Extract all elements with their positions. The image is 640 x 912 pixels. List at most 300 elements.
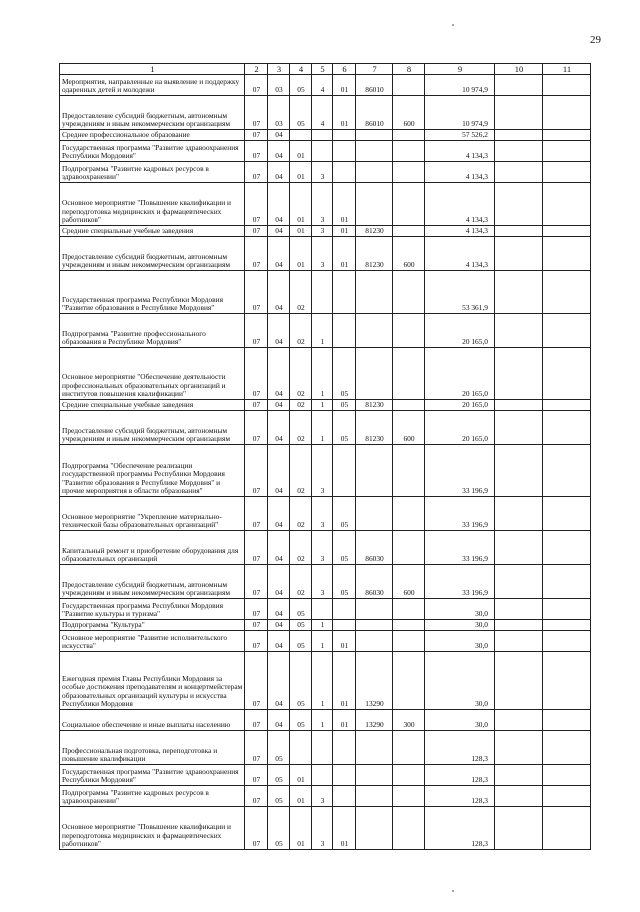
table-cell: 600 — [393, 565, 425, 599]
table-cell — [333, 445, 356, 497]
table-cell: 04 — [268, 237, 290, 271]
table-cell: 07 — [245, 314, 268, 348]
table-cell — [495, 400, 543, 411]
table-cell: 01 — [290, 141, 312, 162]
table-cell — [495, 183, 543, 226]
table-cell — [543, 183, 591, 226]
table-cell: Подпрограмма "Развитие кадровых ресурсов в здравоохранении" — [60, 786, 245, 807]
table-cell: 04 — [268, 497, 290, 531]
table-row — [60, 96, 591, 130]
table-cell: 33 196,9 — [425, 531, 495, 565]
table-cell: 07 — [245, 141, 268, 162]
table-cell — [312, 141, 333, 162]
table-cell: 10 974,9 — [425, 75, 495, 96]
table-cell: Основное мероприятие "Развитие исполнительского искусства" — [60, 631, 245, 652]
table-cell: 4 134,3 — [425, 162, 495, 183]
table-cell: 1 — [312, 411, 333, 445]
table-cell — [333, 130, 356, 141]
table-cell: Основное мероприятие "Повышение квалификации и переподготовка медицинских и фармацевтических работников" — [60, 807, 245, 850]
table-cell — [543, 531, 591, 565]
table-cell: 04 — [268, 271, 290, 314]
table-row — [60, 130, 591, 141]
table-cell: 04 — [268, 183, 290, 226]
table-cell — [495, 411, 543, 445]
table-cell: 05 — [290, 710, 312, 731]
table-row — [60, 348, 591, 400]
table-cell: 05 — [333, 411, 356, 445]
table-cell: 05 — [333, 497, 356, 531]
table-row — [60, 599, 591, 620]
table-cell — [312, 599, 333, 620]
table-cell — [333, 599, 356, 620]
table-cell — [543, 226, 591, 237]
table-cell: 13290 — [356, 710, 393, 731]
table-cell: 3 — [312, 807, 333, 850]
table-cell — [356, 348, 393, 400]
table-cell — [393, 162, 425, 183]
table-cell — [543, 348, 591, 400]
table-cell: 1 — [312, 620, 333, 631]
table-cell: 4 134,3 — [425, 141, 495, 162]
table-cell: 07 — [245, 631, 268, 652]
table-cell: 30,0 — [425, 620, 495, 631]
table-cell: 07 — [245, 130, 268, 141]
table-cell — [495, 807, 543, 850]
table-cell: 07 — [245, 565, 268, 599]
table-cell: 1 — [312, 314, 333, 348]
table-cell: 01 — [290, 807, 312, 850]
table-cell — [543, 710, 591, 731]
table-cell — [393, 75, 425, 96]
table-cell: 07 — [245, 497, 268, 531]
table-cell: 01 — [290, 183, 312, 226]
table-cell: 128,3 — [425, 765, 495, 786]
table-cell — [333, 620, 356, 631]
table-cell: 07 — [245, 75, 268, 96]
table-cell: 3 — [312, 786, 333, 807]
table-cell: 05 — [268, 786, 290, 807]
table-row — [60, 620, 591, 631]
table-row — [60, 75, 591, 96]
table-cell — [543, 565, 591, 599]
table-cell: 04 — [268, 710, 290, 731]
table-cell — [495, 314, 543, 348]
table-cell: Предоставление субсидий бюджетным, автономным учреждениям и иным некоммерческим организациям — [60, 96, 245, 130]
column-header: 3 — [268, 64, 290, 75]
table-cell: 30,0 — [425, 631, 495, 652]
table-cell — [393, 141, 425, 162]
table-cell — [333, 141, 356, 162]
table-cell — [495, 565, 543, 599]
table-cell — [543, 411, 591, 445]
table-cell: 81230 — [356, 226, 393, 237]
table-cell: 05 — [268, 731, 290, 765]
table-cell: 01 — [290, 237, 312, 271]
table-cell: 03 — [268, 75, 290, 96]
table-cell: Профессиональная подготовка, переподготовка и повышение квалификации — [60, 731, 245, 765]
table-cell — [495, 765, 543, 786]
column-header: 6 — [333, 64, 356, 75]
table-cell — [356, 765, 393, 786]
table-row — [60, 226, 591, 237]
table-cell: 01 — [290, 226, 312, 237]
table-cell — [312, 765, 333, 786]
table-cell: 05 — [290, 75, 312, 96]
table-cell — [356, 631, 393, 652]
table-cell — [495, 75, 543, 96]
table-cell: 04 — [268, 652, 290, 710]
table-cell — [356, 807, 393, 850]
table-cell — [393, 620, 425, 631]
table-cell — [356, 271, 393, 314]
table-cell: 04 — [268, 531, 290, 565]
table-cell: 04 — [268, 226, 290, 237]
table-cell: 128,3 — [425, 731, 495, 765]
table-cell — [333, 765, 356, 786]
table-cell: 3 — [312, 531, 333, 565]
table-cell: Основное мероприятие "Укрепление материально-технической базы образовательных организаций" — [60, 497, 245, 531]
table-cell: 07 — [245, 599, 268, 620]
table-cell: Социальное обеспечение и иные выплаты населению — [60, 710, 245, 731]
table-cell: 13290 — [356, 652, 393, 710]
table-cell — [543, 599, 591, 620]
table-cell — [333, 786, 356, 807]
table-cell: Государственная программа Республики Мордовия "Развитие культуры и туризма" — [60, 599, 245, 620]
table-cell: 01 — [290, 765, 312, 786]
table-row — [60, 271, 591, 314]
table-cell: 02 — [290, 565, 312, 599]
table-row — [60, 807, 591, 850]
table-body — [60, 64, 591, 850]
table-cell: 30,0 — [425, 599, 495, 620]
table-cell: 1 — [312, 710, 333, 731]
table-cell: 07 — [245, 96, 268, 130]
table-cell — [495, 652, 543, 710]
header-row — [60, 64, 591, 75]
table-cell — [495, 130, 543, 141]
table-cell: Предоставление субсидий бюджетным, автономным учреждениям и иным некоммерческим организациям — [60, 565, 245, 599]
table-cell: 02 — [290, 271, 312, 314]
table-cell: 07 — [245, 411, 268, 445]
column-header: 11 — [543, 64, 591, 75]
table-cell — [393, 497, 425, 531]
table-cell — [543, 631, 591, 652]
table-cell — [393, 226, 425, 237]
table-cell: Подпрограмма "Обеспечение реализации государственной программы Республики Мордовия "Развитие образования в Республике Мордовия" и прочие мероприятия в области образования" — [60, 445, 245, 497]
table-cell — [495, 620, 543, 631]
table-cell: 57 526,2 — [425, 130, 495, 141]
table-cell — [393, 130, 425, 141]
table-cell: 02 — [290, 314, 312, 348]
table-cell: 01 — [333, 710, 356, 731]
table-cell — [543, 130, 591, 141]
table-cell: 01 — [333, 237, 356, 271]
table-cell — [543, 75, 591, 96]
table-cell: 4 134,3 — [425, 237, 495, 271]
table-cell — [495, 445, 543, 497]
table-cell: Основное мероприятие "Обеспечение деятельности профессиональных образовательных организаций и институтов повышения квалификации" — [60, 348, 245, 400]
table-cell — [393, 631, 425, 652]
column-header: 7 — [356, 64, 393, 75]
table-cell — [495, 141, 543, 162]
table-cell: Средние специальные учебные заведения — [60, 400, 245, 411]
table-row — [60, 314, 591, 348]
table-cell — [356, 620, 393, 631]
table-cell: 30,0 — [425, 710, 495, 731]
table-cell: 1 — [312, 652, 333, 710]
table-cell: 02 — [290, 497, 312, 531]
table-cell: 07 — [245, 765, 268, 786]
table-cell: 01 — [333, 652, 356, 710]
table-cell — [495, 786, 543, 807]
table-cell: 01 — [333, 96, 356, 130]
table-cell: 05 — [290, 652, 312, 710]
table-cell: 05 — [333, 565, 356, 599]
table-cell: 02 — [290, 348, 312, 400]
table-cell: 07 — [245, 445, 268, 497]
table-cell — [393, 652, 425, 710]
table-cell — [543, 497, 591, 531]
table-cell — [495, 271, 543, 314]
table-cell — [543, 162, 591, 183]
table-cell — [495, 348, 543, 400]
table-cell — [393, 599, 425, 620]
table-cell: 3 — [312, 565, 333, 599]
table-cell: 86010 — [356, 96, 393, 130]
table-row — [60, 141, 591, 162]
table-cell: Государственная программа "Развитие здравоохранения Республики Мордовия" — [60, 141, 245, 162]
table-cell — [543, 400, 591, 411]
table-row — [60, 710, 591, 731]
table-cell: 3 — [312, 226, 333, 237]
table-cell: Капитальный ремонт и приобретение оборудования для образовательных организаций — [60, 531, 245, 565]
table-cell: 07 — [245, 652, 268, 710]
table-cell — [495, 162, 543, 183]
table-cell: 05 — [333, 531, 356, 565]
table-cell — [333, 731, 356, 765]
column-header: 2 — [245, 64, 268, 75]
table-row — [60, 565, 591, 599]
table-cell: Среднее профессиональное образование — [60, 130, 245, 141]
table-cell — [393, 445, 425, 497]
table-cell: 01 — [290, 162, 312, 183]
table-cell: 81230 — [356, 411, 393, 445]
table-row — [60, 731, 591, 765]
table-cell — [356, 731, 393, 765]
table-cell: 05 — [290, 599, 312, 620]
table-cell: 3 — [312, 497, 333, 531]
table-cell: Предоставление субсидий бюджетным, автономным учреждениям и иным некоммерческим организациям — [60, 411, 245, 445]
table-cell: Средние специальные учебные заведения — [60, 226, 245, 237]
table-cell — [543, 271, 591, 314]
table-row — [60, 237, 591, 271]
table-cell: 33 196,9 — [425, 565, 495, 599]
table-cell: 07 — [245, 400, 268, 411]
table-cell: 07 — [245, 162, 268, 183]
table-cell: 86030 — [356, 565, 393, 599]
table-cell: Основное мероприятие "Повышение квалификации и переподготовка медицинских и фармацевтических работников" — [60, 183, 245, 226]
table-cell: 01 — [333, 183, 356, 226]
table-row — [60, 786, 591, 807]
table-row — [60, 631, 591, 652]
table-cell: 05 — [333, 400, 356, 411]
table-cell — [393, 400, 425, 411]
table-cell: 01 — [333, 631, 356, 652]
column-header: 8 — [393, 64, 425, 75]
table-cell: 07 — [245, 226, 268, 237]
table-cell: 05 — [290, 631, 312, 652]
table-cell: 20 165,0 — [425, 411, 495, 445]
table-cell — [333, 162, 356, 183]
column-header: 10 — [495, 64, 543, 75]
page-number: 29 — [590, 34, 601, 46]
table-cell — [393, 786, 425, 807]
table-cell: 04 — [268, 631, 290, 652]
column-header: 5 — [312, 64, 333, 75]
table-cell: 07 — [245, 731, 268, 765]
table-cell: 600 — [393, 96, 425, 130]
table-cell: 05 — [268, 807, 290, 850]
table-cell — [543, 237, 591, 271]
table-cell: 20 165,0 — [425, 348, 495, 400]
table-cell — [393, 765, 425, 786]
table-cell — [356, 599, 393, 620]
table-cell: 81230 — [356, 237, 393, 271]
table-cell: 07 — [245, 620, 268, 631]
table-cell — [356, 162, 393, 183]
table-row — [60, 445, 591, 497]
table-cell: 07 — [245, 271, 268, 314]
table-cell: 86030 — [356, 531, 393, 565]
table-cell: Подпрограмма "Развитие кадровых ресурсов в здравоохранении" — [60, 162, 245, 183]
table-cell: 07 — [245, 183, 268, 226]
table-row — [60, 411, 591, 445]
table-cell — [393, 314, 425, 348]
table-cell: 3 — [312, 162, 333, 183]
table-cell — [495, 599, 543, 620]
table-row — [60, 765, 591, 786]
table-cell: 1 — [312, 631, 333, 652]
table-cell: 10 974,9 — [425, 96, 495, 130]
table-cell — [495, 631, 543, 652]
table-cell: 05 — [333, 348, 356, 400]
table-cell — [495, 710, 543, 731]
table-cell: 4 134,3 — [425, 183, 495, 226]
table-cell — [356, 786, 393, 807]
table-cell: 04 — [268, 130, 290, 141]
table-cell — [393, 271, 425, 314]
table-cell: 53 361,9 — [425, 271, 495, 314]
table-cell: 02 — [290, 531, 312, 565]
table-cell: 3 — [312, 445, 333, 497]
table-cell: 33 196,9 — [425, 497, 495, 531]
table-cell — [495, 497, 543, 531]
table-cell: 07 — [245, 786, 268, 807]
table-cell — [356, 314, 393, 348]
table-cell: 07 — [245, 807, 268, 850]
table-row — [60, 531, 591, 565]
table-cell — [543, 807, 591, 850]
table-cell: 01 — [333, 75, 356, 96]
table-cell — [495, 731, 543, 765]
table-cell: 600 — [393, 237, 425, 271]
table-cell — [393, 807, 425, 850]
table-row — [60, 162, 591, 183]
table-cell: 03 — [268, 96, 290, 130]
budget-table — [59, 63, 591, 850]
table-cell — [312, 731, 333, 765]
table-cell — [333, 314, 356, 348]
table-cell: 1 — [312, 400, 333, 411]
table-cell — [543, 731, 591, 765]
column-header: 9 — [425, 64, 495, 75]
table-cell: 04 — [268, 162, 290, 183]
table-cell: 128,3 — [425, 786, 495, 807]
table-cell: 30,0 — [425, 652, 495, 710]
table-cell: 02 — [290, 411, 312, 445]
table-cell — [312, 271, 333, 314]
table-cell — [393, 731, 425, 765]
table-cell: Предоставление субсидий бюджетным, автономным учреждениям и иным некоммерческим организациям — [60, 237, 245, 271]
table-cell: 86010 — [356, 75, 393, 96]
table-cell: 600 — [393, 411, 425, 445]
table-cell: 04 — [268, 620, 290, 631]
table-cell: 81230 — [356, 400, 393, 411]
table-row — [60, 183, 591, 226]
table-cell: 1 — [312, 348, 333, 400]
table-cell — [543, 314, 591, 348]
table-cell: 04 — [268, 348, 290, 400]
table-cell: 05 — [268, 765, 290, 786]
table-cell — [356, 141, 393, 162]
table-cell — [543, 141, 591, 162]
table-cell: 01 — [333, 807, 356, 850]
table-cell: 4 — [312, 75, 333, 96]
table-cell — [393, 348, 425, 400]
column-header: 1 — [60, 64, 245, 75]
table-cell: Подпрограмма "Культура" — [60, 620, 245, 631]
table-row — [60, 652, 591, 710]
table-cell: 20 165,0 — [425, 400, 495, 411]
table-cell: 128,3 — [425, 807, 495, 850]
table-cell: 4 134,3 — [425, 226, 495, 237]
table-cell — [393, 183, 425, 226]
table-cell — [495, 237, 543, 271]
table-cell: 04 — [268, 400, 290, 411]
table-cell: 07 — [245, 710, 268, 731]
table-cell — [356, 445, 393, 497]
table-cell: 3 — [312, 183, 333, 226]
table-cell: 02 — [290, 445, 312, 497]
table-cell — [543, 445, 591, 497]
table-cell: 300 — [393, 710, 425, 731]
table-cell — [290, 130, 312, 141]
table-cell: 05 — [290, 96, 312, 130]
table-cell: 01 — [290, 786, 312, 807]
table-cell — [356, 130, 393, 141]
table-cell — [543, 96, 591, 130]
table-cell — [543, 786, 591, 807]
table-cell: 04 — [268, 411, 290, 445]
table-cell — [333, 271, 356, 314]
table-cell — [543, 620, 591, 631]
table-cell: 07 — [245, 237, 268, 271]
table-cell — [393, 531, 425, 565]
table-cell — [495, 531, 543, 565]
table-row — [60, 400, 591, 411]
table-cell: 4 — [312, 96, 333, 130]
table-cell: Ежегодная премия Главы Республики Мордовия за особые достижения преподавателям и концертмейстерам образовательных организаций культуры и искусства Республики Мордовия — [60, 652, 245, 710]
